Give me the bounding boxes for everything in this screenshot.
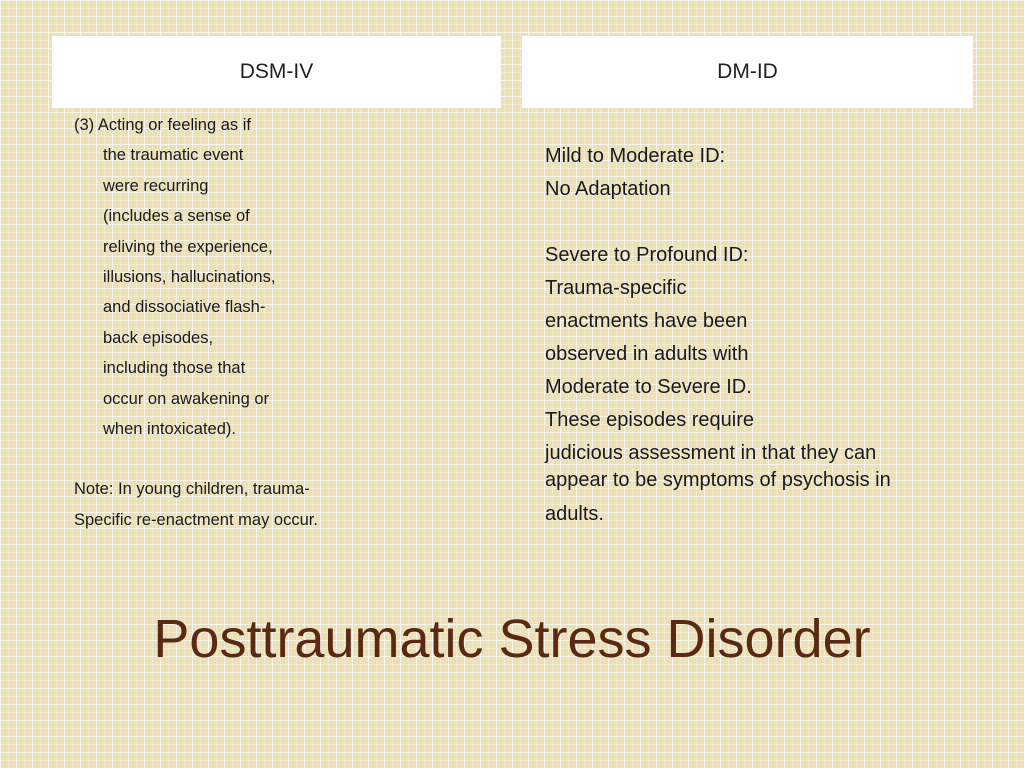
spacer <box>545 206 975 239</box>
assessment-line: judicious assessment in that they can <box>545 442 877 464</box>
severe-profound-line: Moderate to Severe ID. <box>545 376 752 398</box>
severe-profound-line: Trauma-specific <box>545 277 687 299</box>
dm-id-header <box>522 36 973 108</box>
dsm-iv-note <box>74 474 494 535</box>
criterion-line: (includes a sense of <box>103 207 250 226</box>
criterion-line: occur on awakening or <box>103 389 270 408</box>
severe-profound-heading: Severe to Profound ID: <box>545 244 749 266</box>
note-line: Specific re-enactment may occur. <box>74 510 318 529</box>
dm-id-adaptation <box>545 140 975 437</box>
criterion-line: illusions, hallucinations, <box>103 267 276 286</box>
severe-profound-line: These episodes require <box>545 409 755 431</box>
dm-id-assessment-note <box>545 440 985 528</box>
criterion-line: the traumatic event <box>103 146 244 165</box>
dsm-iv-header <box>52 36 501 108</box>
criterion-line: (3) Acting or feeling as if <box>74 116 252 134</box>
assessment-line: appear to be symptoms of psychosis in <box>545 469 891 491</box>
criterion-line: when intoxicated). <box>103 419 236 438</box>
criterion-line: back episodes, <box>103 328 214 347</box>
mild-moderate-text: No Adaptation <box>545 178 671 200</box>
dm-id-header-label: DM-ID <box>717 60 778 83</box>
slide-title: Posttraumatic Stress Disorder <box>153 609 871 669</box>
criterion-line: were recurring <box>103 176 209 195</box>
criterion-line: including those that <box>103 359 246 378</box>
criterion-line: and dissociative flash- <box>103 298 266 317</box>
dsm-iv-header-label: DSM-IV <box>239 60 314 83</box>
severe-profound-line: enactments have been <box>545 310 748 332</box>
mild-moderate-heading: Mild to Moderate ID: <box>545 145 726 167</box>
criterion-line: reliving the experience, <box>103 237 273 256</box>
dsm-iv-criterion <box>74 110 474 444</box>
note-line: Note: In young children, trauma- <box>74 480 310 498</box>
severe-profound-line: observed in adults with <box>545 343 749 365</box>
assessment-line: adults. <box>545 503 604 525</box>
